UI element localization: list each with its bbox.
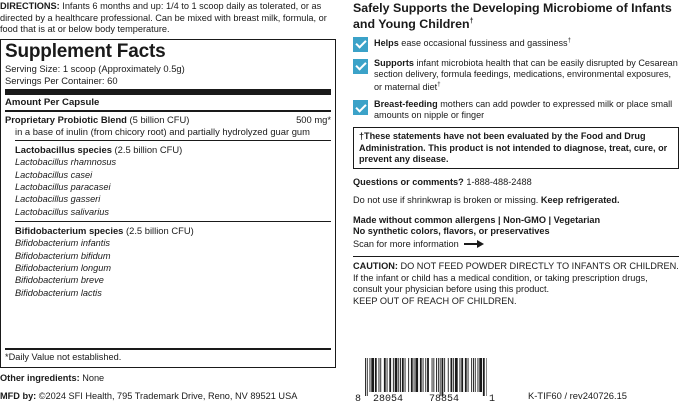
- blend-name: Proprietary Probiotic Blend: [5, 114, 127, 125]
- barcode-bar: [387, 358, 388, 392]
- claim-text: [374, 58, 679, 93]
- barcode-bar: [483, 358, 485, 396]
- medium-divider: [5, 110, 331, 112]
- barcode-bar: [398, 358, 399, 392]
- blend-cfu: (5 billion CFU): [126, 114, 190, 125]
- barcode-bars: [365, 358, 487, 396]
- barcode-bar: [375, 358, 377, 392]
- bifidobacterium-name: Bifidobacterium species: [15, 225, 124, 237]
- manufacturer-value: ©2024 SFI Health, 795 Trademark Drive, Reno, NV 89521 USA: [36, 391, 298, 401]
- amount-header: Amount Per Capsule: [5, 97, 100, 108]
- claim-mark: †: [567, 37, 571, 44]
- barcode-bar: [415, 358, 418, 392]
- keep-out-text: KEEP OUT OF REACH OF CHILDREN.: [353, 295, 517, 306]
- barcode-bar: [465, 358, 467, 392]
- directions-label: DIRECTIONS:: [0, 1, 60, 11]
- barcode-bar: [414, 358, 415, 392]
- barcode-bar: [370, 358, 371, 392]
- caution-block: [353, 261, 679, 307]
- questions-line: [353, 177, 679, 188]
- strain-item: Lactobacillus gasseri: [15, 194, 101, 205]
- barcode-bar: [473, 358, 474, 392]
- strain-item: Bifidobacterium infantis: [15, 238, 110, 249]
- barcode-bar: [379, 358, 380, 392]
- barcode-bar: [478, 358, 479, 392]
- barcode-bar: [395, 358, 398, 392]
- storage-emphasis: Keep refrigerated.: [540, 195, 620, 206]
- barcode-bar: [471, 358, 472, 392]
- scan-line: [353, 239, 679, 250]
- lactobacillus-heading: [15, 144, 331, 156]
- checkmark-box-icon: [353, 37, 368, 52]
- lot-code: K-TIF60 / rev240726.15: [528, 390, 628, 401]
- barcode-bar: [371, 358, 374, 392]
- strain-item: Lactobacillus salivarius: [15, 206, 109, 217]
- strain-item: Lactobacillus casei: [15, 169, 93, 180]
- bifidobacterium-heading: [15, 225, 331, 237]
- barcode-bar: [442, 358, 444, 396]
- barcode-bar: [440, 358, 441, 396]
- checkmark-box-icon: [353, 59, 368, 74]
- barcode-bar: [420, 358, 422, 392]
- barcode-bar: [460, 358, 461, 392]
- barcode-bar: [479, 358, 482, 392]
- phone-number: 1-888-488-2488: [463, 177, 532, 188]
- strain-item: Bifidobacterium bifidum: [15, 250, 111, 261]
- barcode-bar: [400, 358, 401, 392]
- barcode-bar: [427, 358, 429, 392]
- made-without-line2: No synthetic colors, flavors, or preservatives: [353, 226, 550, 237]
- claim-mark: †: [437, 82, 441, 89]
- barcode-bar: [411, 358, 413, 392]
- barcode-bar: [451, 358, 453, 392]
- barcode-bar: [393, 358, 394, 392]
- barcode-last-digit: 1: [489, 394, 496, 405]
- claim-body: mothers can add powder to expressed milk or place small amounts on nipple or finger: [374, 99, 673, 121]
- fda-disclaimer: †These statements have not been evaluated by the Food and Drug Administration. This product is not intended to diagnose, treat, cure, or prevent any disease.: [353, 127, 679, 169]
- barcode: [355, 358, 495, 406]
- claims-list: [353, 36, 679, 122]
- bifidobacterium-group: [5, 225, 331, 299]
- storage-text: Do not use if shrinkwrap is broken or missing.: [353, 195, 541, 206]
- lactobacillus-cfu: (2.5 billion CFU): [111, 144, 183, 156]
- checkmark-box-icon: [353, 100, 368, 115]
- barcode-bar: [402, 358, 404, 392]
- barcode-bar: [384, 358, 386, 392]
- daily-value-note: *Daily Value not established.: [5, 352, 122, 362]
- strain-item: Lactobacillus paracasei: [15, 182, 111, 192]
- claim-lead: Helps: [374, 37, 399, 48]
- barcode-bar: [423, 358, 424, 392]
- barcode-bar: [455, 358, 458, 392]
- claim-text: [374, 99, 679, 121]
- bifidobacterium-cfu: (2.5 billion CFU): [123, 225, 194, 237]
- blend-row: [5, 114, 331, 126]
- headline-text: Safely Supports the Developing Microbiome of Infants and Young Children: [353, 1, 672, 32]
- manufacturer: [0, 390, 297, 402]
- bottom-divider: [5, 348, 331, 350]
- strain-item: Bifidobacterium breve: [15, 275, 104, 286]
- barcode-bar: [408, 358, 409, 392]
- barcode-left-group: 28054: [373, 394, 404, 405]
- strain-item: Bifidobacterium lactis: [15, 287, 102, 298]
- lactobacillus-group: [5, 144, 331, 218]
- claim-item: [353, 58, 679, 93]
- barcode-bar: [453, 358, 454, 392]
- claim-body: infant microbiota health that can be easily disrupted by Cesarean section delivery, formula feedings, medications, environmental exposures, or maternal diet: [374, 57, 678, 93]
- servings-per-container: Servings Per Container: 60: [5, 75, 118, 86]
- barcode-bar: [365, 358, 366, 396]
- made-without-line1: Made without common allergens | Non-GMO | Vegetarian: [353, 214, 601, 225]
- directions-text: Infants 6 months and up: 1/4 to 1 scoop daily as tolerated, or as directed by a healthcare professional. Can be mixed with breast milk, formula, or food that is at or below body temperature.: [0, 1, 327, 35]
- blend-base: in a base of inulin (from chicory root) and partially hydrolyzed guar gum: [15, 125, 310, 137]
- blend-amount: 500 mg*: [296, 114, 331, 125]
- barcode-bar: [436, 358, 437, 392]
- barcode-bar: [468, 358, 469, 392]
- lactobacillus-name: Lactobacillus species: [15, 144, 112, 156]
- barcode-bar: [448, 358, 449, 392]
- serving-size: Serving Size: 1 scoop (Approximately 0.5g): [5, 63, 185, 74]
- sub-divider: [15, 140, 331, 141]
- other-ingredients-label: Other ingredients:: [0, 373, 80, 383]
- caution-text: DO NOT FEED POWDER DIRECTLY TO INFANTS OR CHILDREN. If the infant or child has a medical condition, or taking prescription drugs, consult your physician before using this product.: [353, 261, 679, 295]
- caution-label: CAUTION:: [353, 261, 398, 272]
- sub-divider: [15, 221, 331, 222]
- questions-label: Questions or comments?: [353, 177, 464, 188]
- barcode-bar: [438, 358, 439, 392]
- barcode-first-digit: 8: [355, 394, 362, 405]
- thick-divider: [5, 89, 331, 95]
- barcode-bar: [405, 358, 406, 392]
- barcode-bar: [433, 358, 434, 392]
- barcode-bar: [389, 358, 391, 392]
- other-ingredients: [0, 373, 104, 384]
- scan-text: Scan for more information: [353, 238, 459, 249]
- storage-line: [353, 195, 679, 206]
- barcode-bar: [487, 358, 488, 396]
- barcode-bar: [425, 358, 426, 392]
- headline-mark: †: [469, 18, 474, 26]
- right-column: [353, 0, 679, 307]
- strain-item: Bifidobacterium longum: [15, 263, 112, 274]
- caution-divider: [353, 256, 679, 257]
- barcode-bar: [444, 358, 445, 392]
- barcode-bar: [461, 358, 463, 392]
- headline: [353, 1, 679, 32]
- supplement-facts-title: Supplement Facts: [5, 41, 166, 62]
- other-ingredients-value: None: [79, 373, 105, 383]
- claim-body: ease occasional fussiness and gassiness: [398, 37, 568, 48]
- manufacturer-label: MFD by:: [0, 391, 37, 401]
- barcode-right-group: 78854: [429, 394, 460, 405]
- blend-label: [5, 114, 189, 126]
- claim-text: [374, 36, 571, 49]
- directions: [0, 0, 336, 36]
- left-column: [0, 0, 336, 36]
- strain-item: Lactobacillus rhamnosus: [15, 157, 117, 168]
- barcode-bar: [367, 358, 368, 396]
- arrow-right-icon: [464, 240, 484, 248]
- claim-lead: Breast-feeding: [374, 99, 438, 110]
- barcode-bar: [432, 358, 433, 392]
- claim-item: [353, 36, 679, 52]
- barcode-bar: [380, 358, 381, 392]
- barcode-bar: [475, 358, 476, 392]
- claim-lead: Supports: [374, 57, 414, 68]
- made-without-block: [353, 215, 679, 238]
- claim-item: [353, 99, 679, 121]
- supplement-facts-panel: [0, 39, 336, 368]
